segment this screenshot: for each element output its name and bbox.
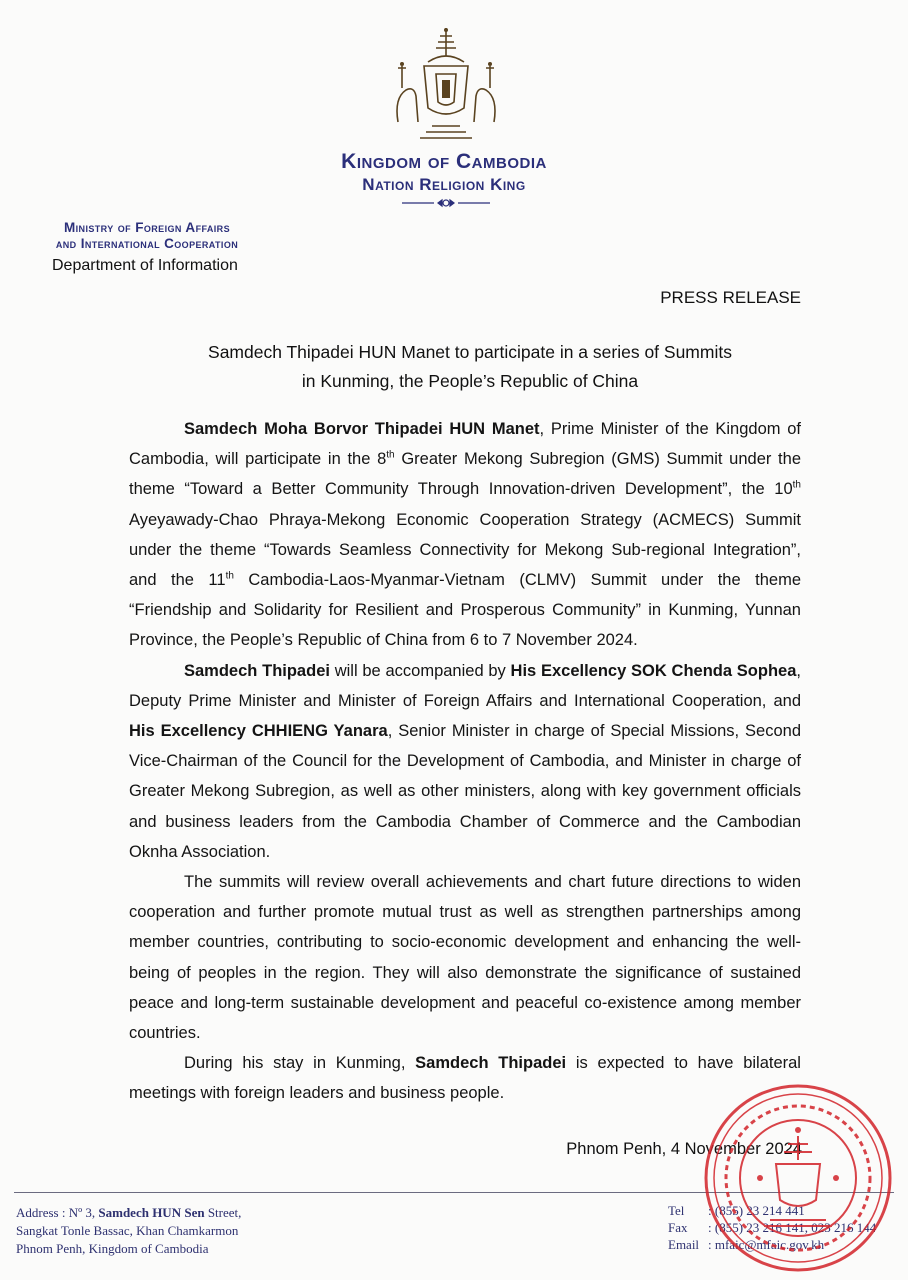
paragraph-4: During his stay in Kunming, Samdech Thipadei is expected to have bilateral meetings with foreign leaders and business people.: [129, 1054, 801, 1103]
kingdom-name: Kingdom of Cambodia: [341, 150, 547, 173]
paragraph-2: Samdech Thipadei will be accompanied by His Excellency SOK Chenda Sophea, Deputy Prime Minister and Minister of Foreign Affairs and International Cooperation, and His Excellency CHHIENG Yanara, Senior Minister in charge of Special Missions, Second Vice-Chairman of the Council for the Development of Cambodia, and Minister in charge of Greater Mekong Subregion, as well as other ministers, along with key government officials and business leaders from the Cambodia Chamber of Commerce and the Cambodian Oknha Association.: [129, 661, 802, 861]
kingdom-heading: [294, 150, 594, 196]
official-red-seal-icon: [700, 1080, 896, 1276]
ministry-name: Ministry of Foreign Affairs and International Cooperation: [55, 220, 239, 251]
paragraph-1: Samdech Moha Borvor Thipadei HUN Manet, Prime Minister of the Kingdom of Cambodia, will participate in the 8th Greater Mekong Subregion (GMS) Summit under the theme “Toward a Better Community Through Innovation-driven Development”, the 10th Ayeyawady-Chao Phraya-Mekong Economic Cooperation Strategy (ACMECS) Summit under the theme “Towards Seamless Connectivity for Mekong Sub-regional Integration”, and the 11th Cambodia-Laos-Myanmar-Vietnam (CLMV) Summit under the theme “Friendship and Solidarity for Resilient and Prosperous Community” in Kunming, Yunnan Province, the People’s Republic of China from 6 to 7 November 2024.: [129, 420, 801, 650]
footer-address: Address : Nº 3, Samdech HUN Sen Street, Sangkat Tonle Bassac, Khan Chamkarmon Phnom Penh, Kingdom of Cambodia: [16, 1205, 242, 1256]
body-text: [129, 414, 801, 1109]
footer-contacts: Tel : (855) 23 214 441 Fax : (855) 23 216 141, 023 216 144 Email : mfaic@mfaic.gov.kh: [668, 1203, 877, 1252]
department-name: Department of Information: [52, 257, 238, 274]
document-title: Samdech Thipadei HUN Manet to participate in a series of Summits in Kunming, the People’s Republic of China: [208, 342, 732, 391]
ornament-divider-icon: [400, 197, 492, 209]
national-motto: Nation Religion King: [362, 175, 526, 194]
place-date: Phnom Penh, 4 November 2024: [566, 1140, 802, 1158]
royal-coat-of-arms-icon: [384, 26, 508, 144]
press-release-label: PRESS RELEASE: [660, 288, 801, 307]
email-link[interactable]: : mfaic@mfaic.gov.kh: [708, 1237, 825, 1252]
paragraph-3: The summits will review overall achievements and chart future directions to widen cooperation and further promote mutual trust as well as strengthen partnerships among member countries, contributing to socio-economic development and enhancing the well-being of peoples in the region. They will also demonstrate the significance of sustained peace and long-term sustainable development and peaceful co-existence among member countries.: [129, 873, 801, 1043]
